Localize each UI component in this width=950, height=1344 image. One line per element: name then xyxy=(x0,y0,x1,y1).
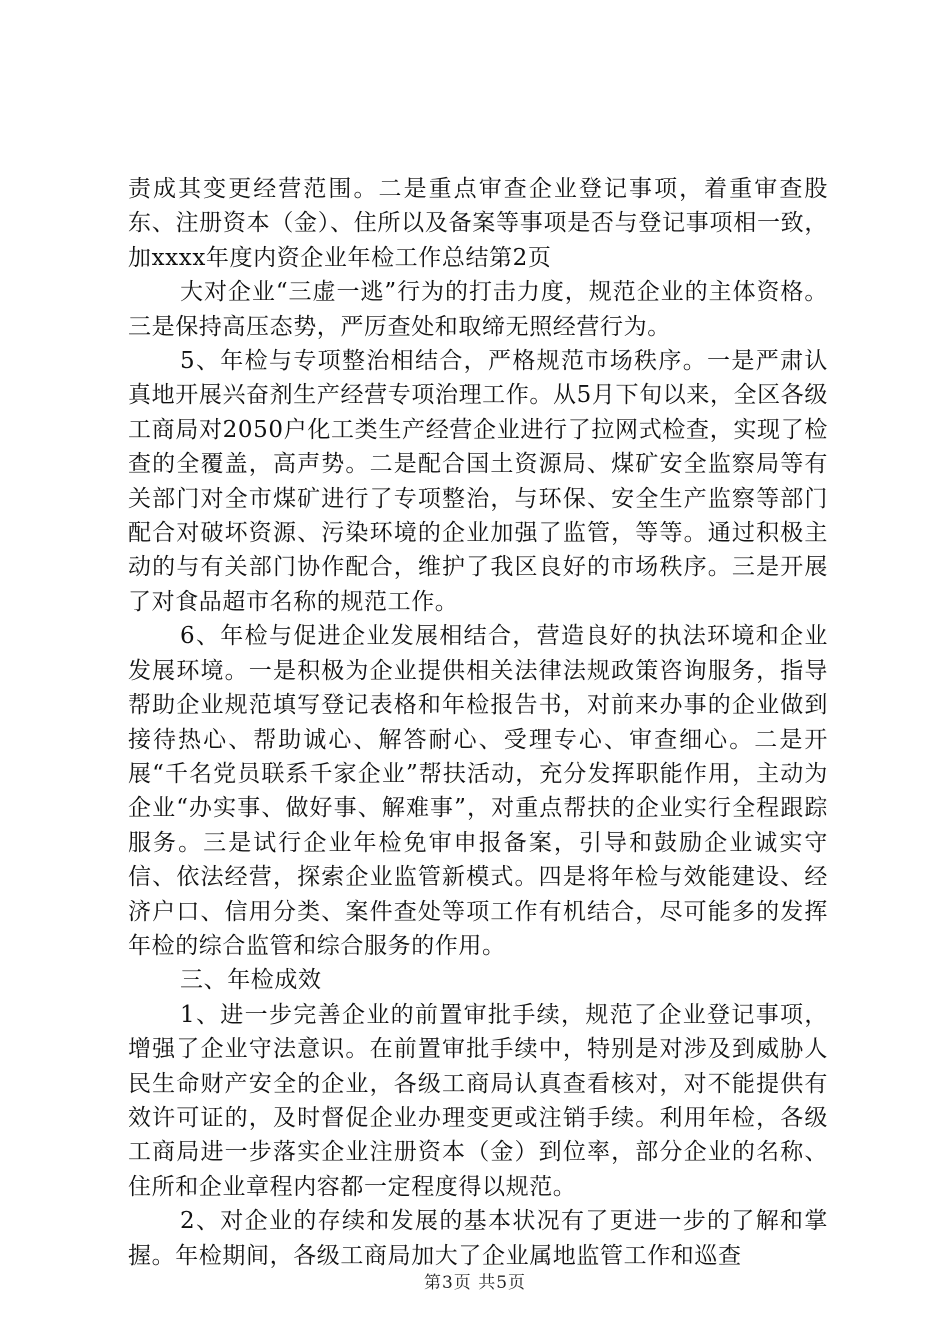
document-body xyxy=(128,172,828,1273)
paragraph-continuation: 责成其变更经营范围。二是重点审查企业登记事项，着重审查股东、注册资本（金）、住所以及备案等事项是否与登记事项相一致，加xxxx年度内资企业年检工作总结第2页 xyxy=(128,176,828,271)
page-footer: 第3页 共5页 xyxy=(423,1273,527,1293)
paragraph-1: 大对企业“三虚一逃”行为的打击力度，规范企业的主体资格。三是保持高压态势，严厉查处和取缔无照经营行为。 xyxy=(128,279,828,340)
paragraph-item-5: 5、年检与专项整治相结合，严格规范市场秩序。一是严肃认真地开展兴奋剂生产经营专项治理工作。从5月下旬以来，全区各级工商局对2050户化工类生产经营企业进行了拉网式检查，实现了检查的全覆盖，高声势。二是配合国土资源局、煤矿安全监察局等有关部门对全市煤矿进行了专项整治，与环保、安全生产监察等部门配合对破坏资源、污染环境的企业加强了监管，等等。通过积极主动的与有关部门协作配合，维护了我区良好的市场秩序。三是开展了对食品超市名称的规范工作。 xyxy=(128,348,828,615)
section-heading-3: 三、年检成效 xyxy=(180,967,322,994)
paragraph-result-2: 2、对企业的存续和发展的基本状况有了更进一步的了解和掌握。年检期间，各级工商局加大了企业属地监管工作和巡查 xyxy=(128,1208,828,1269)
paragraph-item-6: 6、年检与促进企业发展相结合，营造良好的执法环境和企业发展环境。一是积极为企业提供相关法律法规政策咨询服务，指导帮助企业规范填写登记表格和年检报告书，对前来办事的企业做到接待热心、帮助诚心、解答耐心、受理专心、审查细心。二是开展“千名党员联系千家企业”帮扶活动，充分发挥职能作用，主动为企业“办实事、做好事、解难事”，对重点帮扶的企业实行全程跟踪服务。三是试行企业年检免审申报备案，引导和鼓励企业诚实守信、依法经营，探索企业监管新模式。四是将年检与效能建设、经济户口、信用分类、案件查处等项工作有机结合，尽可能多的发挥年检的综合监管和综合服务的作用。 xyxy=(128,623,828,959)
paragraph-result-1: 1、进一步完善企业的前置审批手续，规范了企业登记事项，增强了企业守法意识。在前置审批手续中，特别是对涉及到威胁人民生命财产安全的企业，各级工商局认真查看核对，对不能提供有效许可证的，及时督促企业办理变更或注销手续。利用年检，各级工商局进一步落实企业注册资本（金）到位率，部分企业的名称、住所和企业章程内容都一定程度得以规范。 xyxy=(128,1001,828,1200)
